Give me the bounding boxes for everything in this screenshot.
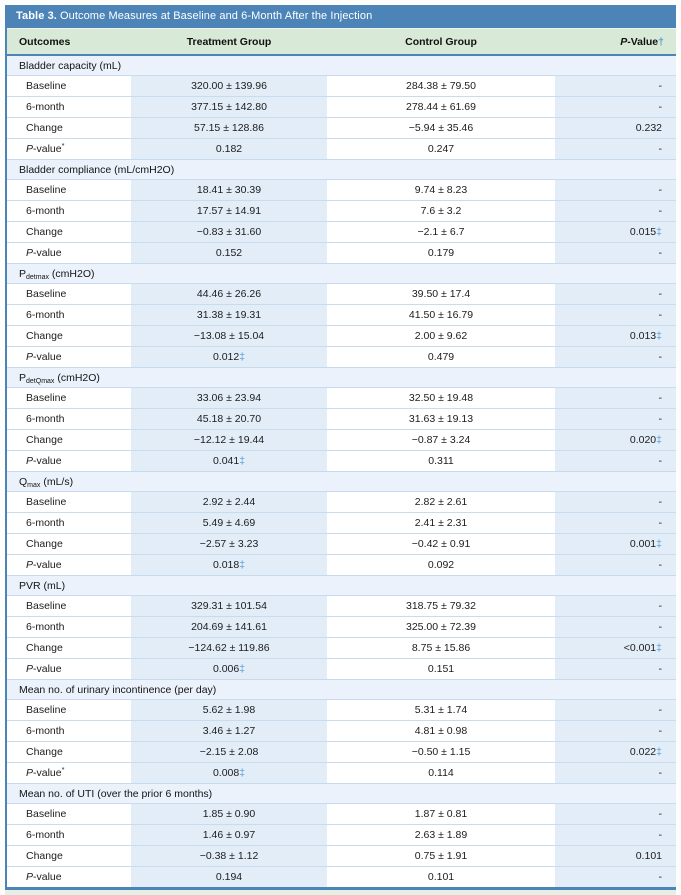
control-value-cell: 0.311 bbox=[327, 451, 555, 472]
treatment-value-cell: 329.31 ± 101.54 bbox=[131, 596, 327, 617]
row-label-cell: Baseline bbox=[7, 388, 131, 409]
control-value-cell: 32.50 ± 19.48 bbox=[327, 388, 555, 409]
p-value-cell: - bbox=[555, 243, 676, 264]
treatment-value-cell: 0.006‡ bbox=[131, 659, 327, 680]
treatment-value-cell: 0.152 bbox=[131, 243, 327, 264]
header-control-group: Control Group bbox=[327, 29, 555, 56]
row-label-cell: P-value bbox=[7, 867, 131, 888]
double-dagger-icon: ‡ bbox=[656, 225, 662, 238]
control-value-cell: −0.42 ± 0.91 bbox=[327, 534, 555, 555]
p-label: P bbox=[26, 558, 34, 571]
table-row bbox=[7, 201, 676, 222]
table-row bbox=[7, 555, 676, 576]
section-header-row bbox=[7, 55, 676, 76]
p-value-cell: - bbox=[555, 700, 676, 721]
section-title: $Q_{max}$ (mL/s) bbox=[7, 472, 676, 492]
double-dagger-icon: ‡ bbox=[239, 766, 246, 779]
control-value-cell: 2.00 ± 9.62 bbox=[327, 326, 555, 347]
p-value-cell: - bbox=[555, 513, 676, 534]
control-value-cell: 0.479 bbox=[327, 347, 555, 368]
row-label-cell: 6-month bbox=[7, 617, 131, 638]
section-title bbox=[7, 55, 676, 76]
header-row bbox=[7, 29, 676, 56]
table-frame bbox=[5, 5, 676, 890]
table-row bbox=[7, 76, 676, 97]
table-row bbox=[7, 700, 676, 721]
control-value-cell: 278.44 ± 61.69 bbox=[327, 97, 555, 118]
table-row bbox=[7, 305, 676, 326]
section-title-text: PVR (mL) bbox=[19, 580, 66, 592]
row-label-cell: P-value bbox=[7, 451, 131, 472]
control-value-cell: 2.82 ± 2.61 bbox=[327, 492, 555, 513]
row-label-cell: Baseline bbox=[7, 284, 131, 305]
control-value-cell: 41.50 ± 16.79 bbox=[327, 305, 555, 326]
p-value-cell: - bbox=[555, 76, 676, 97]
section-title-subscript: max bbox=[27, 482, 41, 489]
p-value-cell: - bbox=[555, 97, 676, 118]
p-value-cell: - bbox=[555, 617, 676, 638]
control-value-cell: 7.6 ± 3.2 bbox=[327, 201, 555, 222]
control-value-cell: 9.74 ± 8.23 bbox=[327, 180, 555, 201]
asterisk-marker: * bbox=[61, 764, 65, 774]
control-value-cell: 0.75 ± 1.91 bbox=[327, 846, 555, 867]
p-value-cell: - bbox=[555, 721, 676, 742]
row-label-cell: 6-month bbox=[7, 513, 131, 534]
row-label-cell: 6-month bbox=[7, 825, 131, 846]
section-title: $P_{detmax}$ (cmH2O) bbox=[7, 264, 676, 284]
row-label-cell: 6-month bbox=[7, 201, 131, 222]
double-dagger-icon: ‡ bbox=[656, 537, 662, 550]
section-title bbox=[7, 784, 676, 804]
footnote-area bbox=[5, 890, 676, 895]
section-title bbox=[7, 576, 676, 596]
header-treatment-group: Treatment Group bbox=[131, 29, 327, 56]
control-value-cell: 4.81 ± 0.98 bbox=[327, 721, 555, 742]
treatment-value-cell: 0.182 bbox=[131, 139, 327, 160]
treatment-value-cell: 45.18 ± 20.70 bbox=[131, 409, 327, 430]
control-value-cell: −2.1 ± 6.7 bbox=[327, 222, 555, 243]
table-title-bar bbox=[7, 5, 674, 28]
table-row bbox=[7, 451, 676, 472]
p-value-cell: - bbox=[555, 284, 676, 305]
section-title-text: P bbox=[19, 268, 27, 280]
p-value-cell: - bbox=[555, 596, 676, 617]
row-label-cell: Baseline bbox=[7, 804, 131, 825]
header-outcomes: Outcomes bbox=[7, 29, 131, 56]
row-label-cell: Baseline bbox=[7, 596, 131, 617]
table-row bbox=[7, 180, 676, 201]
p-label: P bbox=[26, 766, 34, 779]
table-row bbox=[7, 742, 676, 763]
section-header-row bbox=[7, 368, 676, 388]
treatment-value-cell: 44.46 ± 26.26 bbox=[131, 284, 327, 305]
section-header-row bbox=[7, 472, 676, 492]
control-value-cell: −5.94 ± 35.46 bbox=[327, 118, 555, 139]
treatment-value-cell: 377.15 ± 142.80 bbox=[131, 97, 327, 118]
row-label-cell: P-value bbox=[7, 555, 131, 576]
dagger-icon: † bbox=[658, 36, 664, 48]
section-header-row bbox=[7, 264, 676, 284]
treatment-value-cell: −124.62 ± 119.86 bbox=[131, 638, 327, 659]
treatment-value-cell: 0.041‡ bbox=[131, 451, 327, 472]
p-value-cell: <0.001‡ bbox=[555, 638, 676, 659]
p-value-cell: 0.001‡ bbox=[555, 534, 676, 555]
control-value-cell: 8.75 ± 15.86 bbox=[327, 638, 555, 659]
section-title-text: Q bbox=[19, 476, 28, 488]
control-value-cell: 0.092 bbox=[327, 555, 555, 576]
p-label: P bbox=[26, 142, 34, 155]
p-value-cell: 0.015‡ bbox=[555, 222, 676, 243]
control-value-cell: 325.00 ± 72.39 bbox=[327, 617, 555, 638]
treatment-value-cell: 0.018‡ bbox=[131, 555, 327, 576]
p-value-cell: - bbox=[555, 763, 676, 784]
table-header bbox=[7, 29, 676, 56]
double-dagger-icon: ‡ bbox=[239, 662, 246, 675]
table-row bbox=[7, 243, 676, 264]
treatment-value-cell: 17.57 ± 14.91 bbox=[131, 201, 327, 222]
table-row bbox=[7, 97, 676, 118]
double-dagger-icon: ‡ bbox=[656, 745, 662, 758]
control-value-cell: 5.31 ± 1.74 bbox=[327, 700, 555, 721]
row-label-cell: P-value bbox=[7, 659, 131, 680]
row-label-cell: P-value bbox=[7, 347, 131, 368]
row-label-cell: 6-month bbox=[7, 305, 131, 326]
row-label-cell: P-value bbox=[7, 243, 131, 264]
treatment-value-cell: 0.008‡ bbox=[131, 763, 327, 784]
outcome-table bbox=[7, 28, 676, 887]
table-row bbox=[7, 721, 676, 742]
p-label: P bbox=[26, 350, 34, 363]
treatment-value-cell: 320.00 ± 139.96 bbox=[131, 76, 327, 97]
p-value-cell: - bbox=[555, 659, 676, 680]
section-title bbox=[7, 160, 676, 180]
row-label-cell: Change bbox=[7, 846, 131, 867]
p-value-cell: 0.020‡ bbox=[555, 430, 676, 451]
treatment-value-cell: 1.85 ± 0.90 bbox=[131, 804, 327, 825]
row-label-cell: Baseline bbox=[7, 700, 131, 721]
table-row bbox=[7, 659, 676, 680]
p-value-cell: 0.232 bbox=[555, 118, 676, 139]
p-label: P bbox=[26, 246, 34, 259]
row-label-cell: Change bbox=[7, 326, 131, 347]
section-title-subscript: detQmax bbox=[26, 378, 55, 385]
table-number: Table 3. bbox=[16, 10, 57, 22]
treatment-value-cell: 2.92 ± 2.44 bbox=[131, 492, 327, 513]
table-row bbox=[7, 139, 676, 160]
section-title-text: Bladder capacity (mL) bbox=[19, 60, 122, 72]
p-label: P bbox=[26, 870, 34, 883]
p-value-cell: - bbox=[555, 555, 676, 576]
control-value-cell: 0.114 bbox=[327, 763, 555, 784]
table-row bbox=[7, 118, 676, 139]
section-title-text: Mean no. of urinary incontinence (per day) bbox=[19, 684, 217, 696]
p-value-cell: - bbox=[555, 388, 676, 409]
treatment-value-cell: 33.06 ± 23.94 bbox=[131, 388, 327, 409]
row-label-cell: Change bbox=[7, 430, 131, 451]
table-row bbox=[7, 617, 676, 638]
table-row bbox=[7, 492, 676, 513]
treatment-value-cell: 0.194 bbox=[131, 867, 327, 888]
control-value-cell: 2.63 ± 1.89 bbox=[327, 825, 555, 846]
row-label-cell: 6-month bbox=[7, 409, 131, 430]
treatment-value-cell: −0.83 ± 31.60 bbox=[131, 222, 327, 243]
section-header-row bbox=[7, 784, 676, 804]
p-label: P bbox=[26, 454, 34, 467]
table-row bbox=[7, 388, 676, 409]
row-label-cell: 6-month bbox=[7, 97, 131, 118]
treatment-value-cell: −12.12 ± 19.44 bbox=[131, 430, 327, 451]
p-value-cell: - bbox=[555, 825, 676, 846]
treatment-value-cell: −2.15 ± 2.08 bbox=[131, 742, 327, 763]
table-row bbox=[7, 846, 676, 867]
section-title-text: P bbox=[19, 372, 27, 384]
row-label-cell: Change bbox=[7, 118, 131, 139]
row-label-cell: Change bbox=[7, 534, 131, 555]
p-value-cell: - bbox=[555, 201, 676, 222]
treatment-value-cell: 204.69 ± 141.61 bbox=[131, 617, 327, 638]
p-label: P bbox=[26, 662, 34, 675]
table-row bbox=[7, 409, 676, 430]
treatment-value-cell: 5.49 ± 4.69 bbox=[131, 513, 327, 534]
section-title bbox=[7, 680, 676, 700]
section-header-row bbox=[7, 680, 676, 700]
table-row bbox=[7, 763, 676, 784]
section-title-subscript: detmax bbox=[26, 274, 49, 281]
p-value-cell: - bbox=[555, 867, 676, 888]
header-p-value: P-Value† bbox=[555, 29, 676, 56]
section-header-row bbox=[7, 160, 676, 180]
control-value-cell: 0.151 bbox=[327, 659, 555, 680]
treatment-value-cell: 3.46 ± 1.27 bbox=[131, 721, 327, 742]
double-dagger-icon: ‡ bbox=[656, 329, 662, 342]
double-dagger-icon: ‡ bbox=[239, 454, 246, 467]
p-value-cell: - bbox=[555, 347, 676, 368]
row-label-cell: Baseline bbox=[7, 180, 131, 201]
p-value-cell: 0.013‡ bbox=[555, 326, 676, 347]
control-value-cell: 2.41 ± 2.31 bbox=[327, 513, 555, 534]
table-row bbox=[7, 534, 676, 555]
p-value-cell: - bbox=[555, 180, 676, 201]
control-value-cell: 0.101 bbox=[327, 867, 555, 888]
treatment-value-cell: 1.46 ± 0.97 bbox=[131, 825, 327, 846]
double-dagger-icon: ‡ bbox=[239, 350, 246, 363]
p-value-cell: - bbox=[555, 451, 676, 472]
table-title: Outcome Measures at Baseline and 6-Month After the Injection bbox=[59, 10, 373, 22]
control-value-cell: −0.50 ± 1.15 bbox=[327, 742, 555, 763]
control-value-cell: −0.87 ± 3.24 bbox=[327, 430, 555, 451]
table-row bbox=[7, 347, 676, 368]
row-label-cell: Baseline bbox=[7, 76, 131, 97]
table-row bbox=[7, 804, 676, 825]
p-value-cell: - bbox=[555, 139, 676, 160]
treatment-value-cell: 18.41 ± 30.39 bbox=[131, 180, 327, 201]
control-value-cell: 39.50 ± 17.4 bbox=[327, 284, 555, 305]
p-value-cell: - bbox=[555, 305, 676, 326]
treatment-value-cell: −0.38 ± 1.12 bbox=[131, 846, 327, 867]
treatment-value-cell: 5.62 ± 1.98 bbox=[131, 700, 327, 721]
control-value-cell: 1.87 ± 0.81 bbox=[327, 804, 555, 825]
row-label-cell: 6-month bbox=[7, 721, 131, 742]
control-value-cell: 0.247 bbox=[327, 139, 555, 160]
row-label-cell: Change bbox=[7, 638, 131, 659]
section-title-text: Bladder compliance (mL/cmH2O) bbox=[19, 164, 175, 176]
table-row bbox=[7, 638, 676, 659]
p-value-cell: - bbox=[555, 804, 676, 825]
double-dagger-icon: ‡ bbox=[656, 433, 662, 446]
table-row bbox=[7, 222, 676, 243]
table-body bbox=[7, 55, 676, 887]
table-row bbox=[7, 596, 676, 617]
treatment-value-cell: −2.57 ± 3.23 bbox=[131, 534, 327, 555]
p-value-cell: - bbox=[555, 492, 676, 513]
control-value-cell: 0.179 bbox=[327, 243, 555, 264]
table-row bbox=[7, 326, 676, 347]
row-label-cell: Change bbox=[7, 742, 131, 763]
table-row bbox=[7, 513, 676, 534]
row-label-cell: Baseline bbox=[7, 492, 131, 513]
asterisk-marker: * bbox=[61, 140, 65, 150]
row-label-cell: P-value* bbox=[7, 139, 131, 160]
row-label-cell: P-value* bbox=[7, 763, 131, 784]
p-value-cell: - bbox=[555, 409, 676, 430]
treatment-value-cell: 0.012‡ bbox=[131, 347, 327, 368]
control-value-cell: 284.38 ± 79.50 bbox=[327, 76, 555, 97]
treatment-value-cell: 57.15 ± 128.86 bbox=[131, 118, 327, 139]
table-row bbox=[7, 430, 676, 451]
double-dagger-icon: ‡ bbox=[656, 641, 662, 654]
control-value-cell: 31.63 ± 19.13 bbox=[327, 409, 555, 430]
row-label-cell: Change bbox=[7, 222, 131, 243]
treatment-value-cell: −13.08 ± 15.04 bbox=[131, 326, 327, 347]
treatment-value-cell: 31.38 ± 19.31 bbox=[131, 305, 327, 326]
section-title: $P_{detQmax}$ (cmH2O) bbox=[7, 368, 676, 388]
table-row bbox=[7, 284, 676, 305]
table-row bbox=[7, 867, 676, 888]
section-title-text: Mean no. of UTI (over the prior 6 months) bbox=[19, 788, 213, 800]
table-row bbox=[7, 825, 676, 846]
control-value-cell: 318.75 ± 79.32 bbox=[327, 596, 555, 617]
p-value-cell: 0.101 bbox=[555, 846, 676, 867]
double-dagger-icon: ‡ bbox=[239, 558, 246, 571]
p-value-cell: 0.022‡ bbox=[555, 742, 676, 763]
section-header-row bbox=[7, 576, 676, 596]
